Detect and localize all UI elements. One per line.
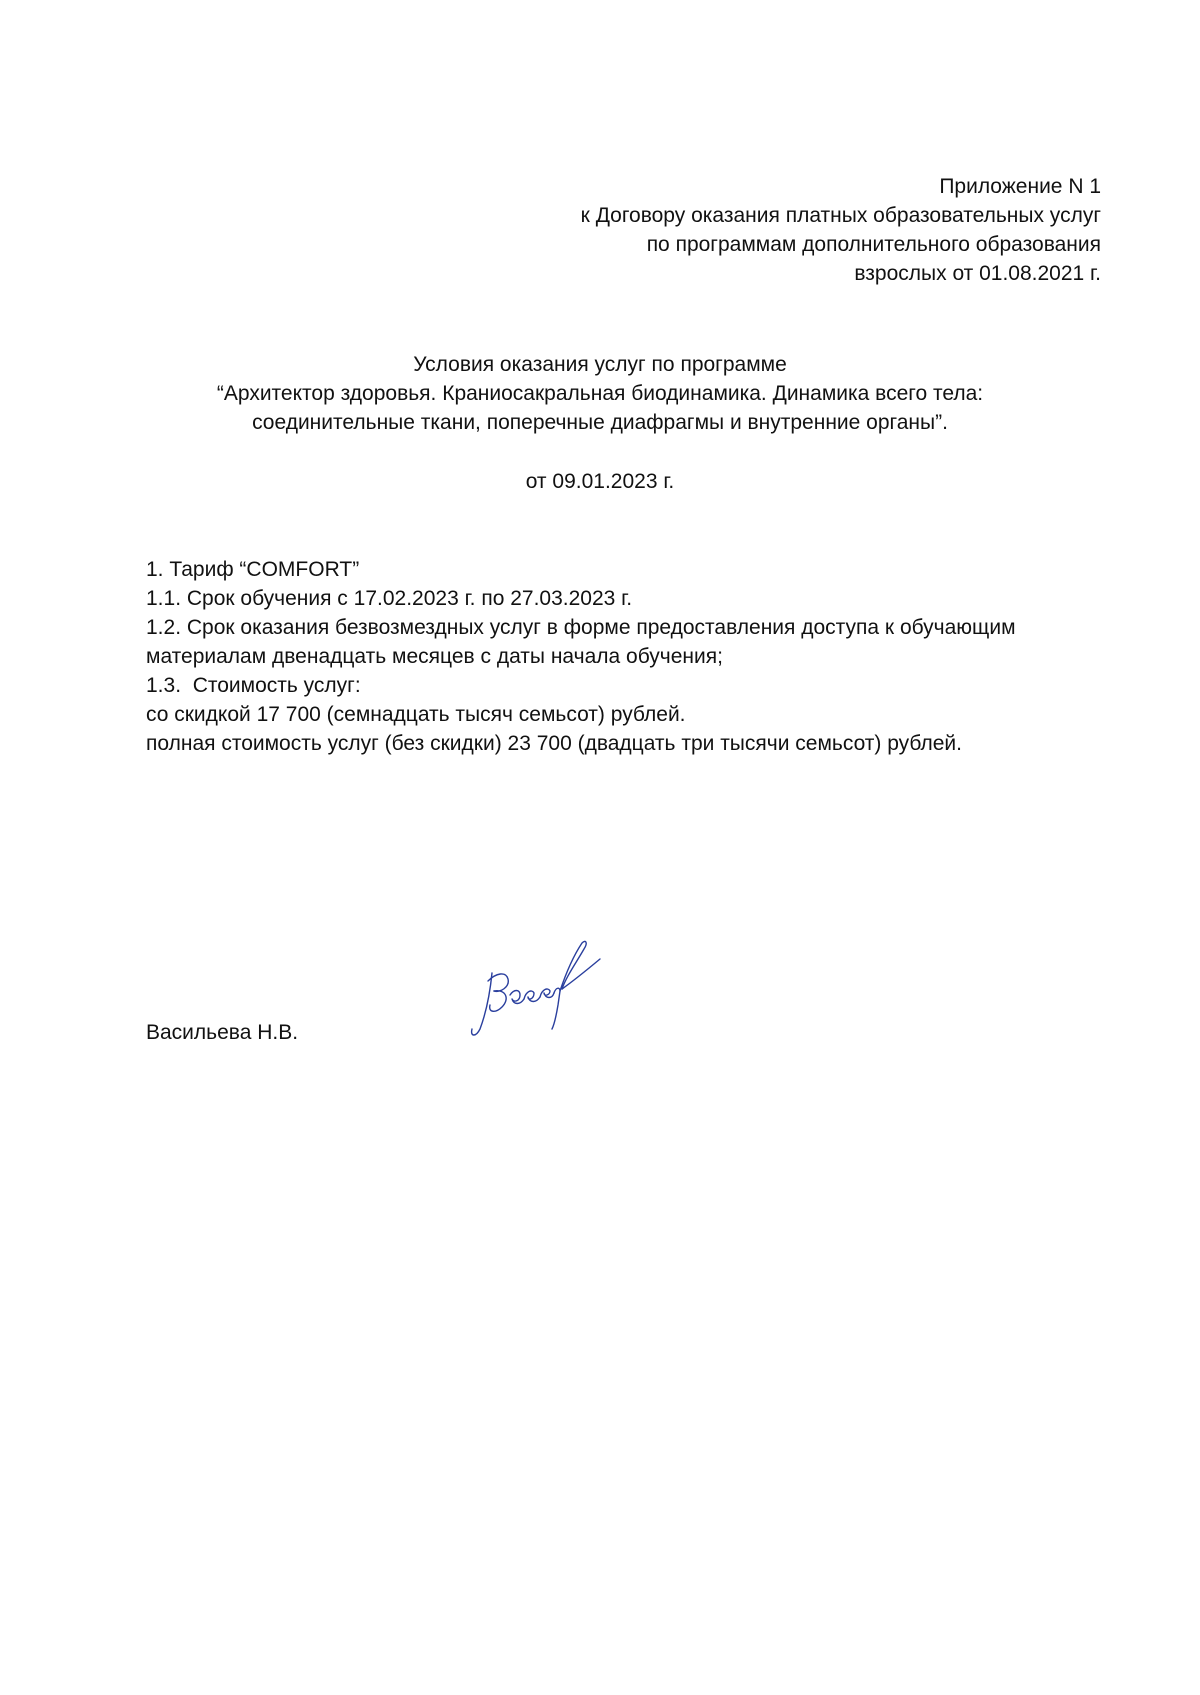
document-title [0,350,1200,437]
term-free-access-line-1: 1.2. Срок оказания безвозмездных услуг в форме предоставления доступа к обучающим [146,616,1016,639]
appendix-contract-date: взрослых от 01.08.2021 г. [854,262,1101,285]
term-study-period: 1.1. Срок обучения с 17.02.2023 г. по 27.03.2023 г. [146,587,633,610]
document-date: от 09.01.2023 г. [525,470,675,493]
signature-block [146,1018,746,1058]
appendix-header [341,172,1101,288]
title-line-1: Условия оказания услуг по программе [413,353,787,376]
price-with-discount: со скидкой 17 700 (семнадцать тысяч семьсот) рублей. [146,703,686,726]
title-line-3: соединительные ткани, поперечные диафрагмы и внутренние органы”. [252,411,948,434]
handwritten-signature [466,933,606,1043]
tariff-heading: 1. Тариф “COMFORT” [146,558,360,581]
appendix-program-ref: по программам дополнительного образования [646,233,1101,256]
appendix-number: Приложение N 1 [939,175,1101,198]
appendix-contract-ref: к Договору оказания платных образовательных услуг [580,204,1101,227]
price-full: полная стоимость услуг (без скидки) 23 700 (двадцать три тысячи семьсот) рублей. [146,732,962,755]
term-free-access-line-2: материалам двенадцать месяцев с даты начала обучения; [146,645,723,668]
signer-name: Васильева Н.В. [146,1021,299,1044]
terms-section [146,555,1106,758]
title-line-2: “Архитектор здоровья. Краниосакральная биодинамика. Динамика всего тела: [216,382,984,405]
term-cost-heading: 1.3. Стоимость услуг: [146,674,361,697]
